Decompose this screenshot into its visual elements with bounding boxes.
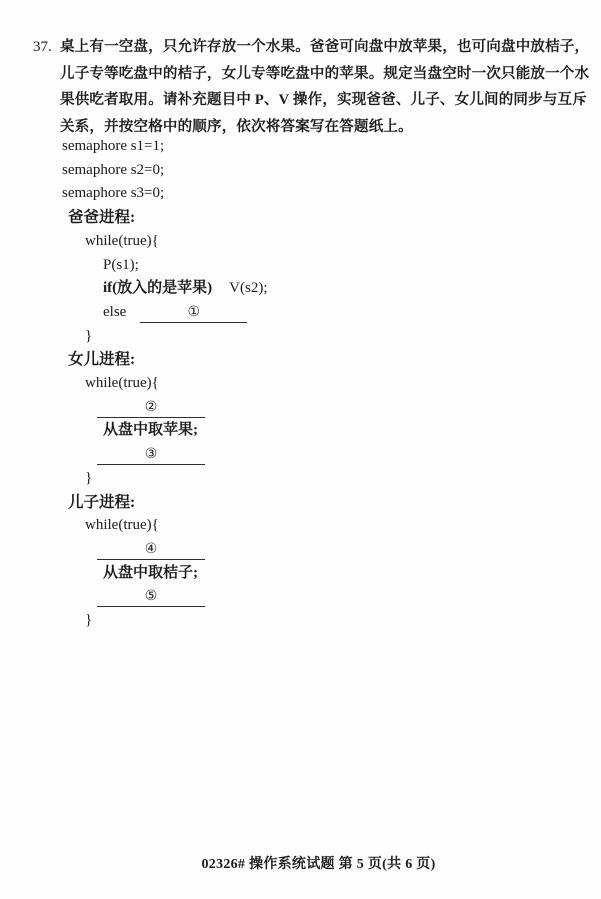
question-number: 37. [33, 39, 52, 55]
code-line-while-father: while(true){ [85, 232, 159, 249]
answer-blank-4 [97, 539, 205, 560]
question-37 [33, 34, 589, 140]
code-line-close-brace-son: } [85, 612, 93, 629]
circled-number-5: ⑤ [144, 588, 158, 605]
answer-blank-2 [97, 397, 205, 418]
code-line-semaphore-s2: semaphore s2=0; [62, 161, 165, 178]
question-text-line-1: 桌上有一空盘，只允许存放一个水果。爸爸可向盘中放苹果，也可向盘中放桔子， [60, 39, 590, 55]
code-line-close-brace-daughter: } [85, 469, 93, 486]
code-line-close-brace-father: } [85, 327, 93, 344]
code-line-p-s1: P(s1); [103, 256, 139, 273]
code-listing [0, 135, 601, 633]
circled-number-4: ④ [144, 540, 158, 557]
code-line-while-daughter: while(true){ [85, 375, 159, 392]
code-line-semaphore-s1: semaphore s1=1; [62, 138, 165, 154]
circled-number-1: ① [187, 303, 201, 320]
code-line-blank-3 [0, 443, 601, 467]
question-text-line-3: 果供吃者取用。请补充题目中 P、V 操作，实现爸爸、儿子、女儿间的同步与互斥 [60, 92, 587, 109]
code-line-while-son: while(true){ [85, 517, 159, 534]
answer-blank-1 [140, 302, 247, 323]
code-line-blank-2 [0, 396, 601, 420]
code-line-blank-5 [0, 585, 601, 609]
code-line-if [0, 277, 601, 301]
circled-number-3: ③ [144, 446, 158, 463]
answer-blank-3 [97, 444, 205, 465]
code-line-semaphore-s3: semaphore s3=0; [62, 185, 165, 202]
son-process-label: 儿子进程: [68, 493, 136, 511]
question-text-line-4: 关系，并按空格中的顺序，依次将答案写在答题纸上。 [60, 118, 413, 135]
page-footer: 02326# 操作系统试题 第 5 页(共 6 页) [201, 857, 436, 872]
code-line-else [0, 301, 601, 325]
code-line-blank-4 [0, 538, 601, 562]
v-s2-call: V(s2); [229, 280, 268, 297]
daughter-process-label: 女儿进程: [68, 351, 136, 369]
question-text-line-2: 儿子专等吃盘中的桔子，女儿专等吃盘中的苹果。规定当盘空时一次只能放一个水 [60, 65, 590, 82]
else-keyword: else [103, 303, 127, 320]
circled-number-2: ② [144, 398, 158, 415]
father-process-label: 爸爸进程: [68, 209, 136, 227]
if-condition: if(放入的是苹果) [103, 280, 213, 297]
code-line-take-orange: 从盘中取桔子; [103, 564, 198, 581]
question-text [60, 34, 589, 140]
answer-blank-5 [97, 586, 205, 607]
code-line-take-apple: 从盘中取苹果; [103, 422, 198, 439]
